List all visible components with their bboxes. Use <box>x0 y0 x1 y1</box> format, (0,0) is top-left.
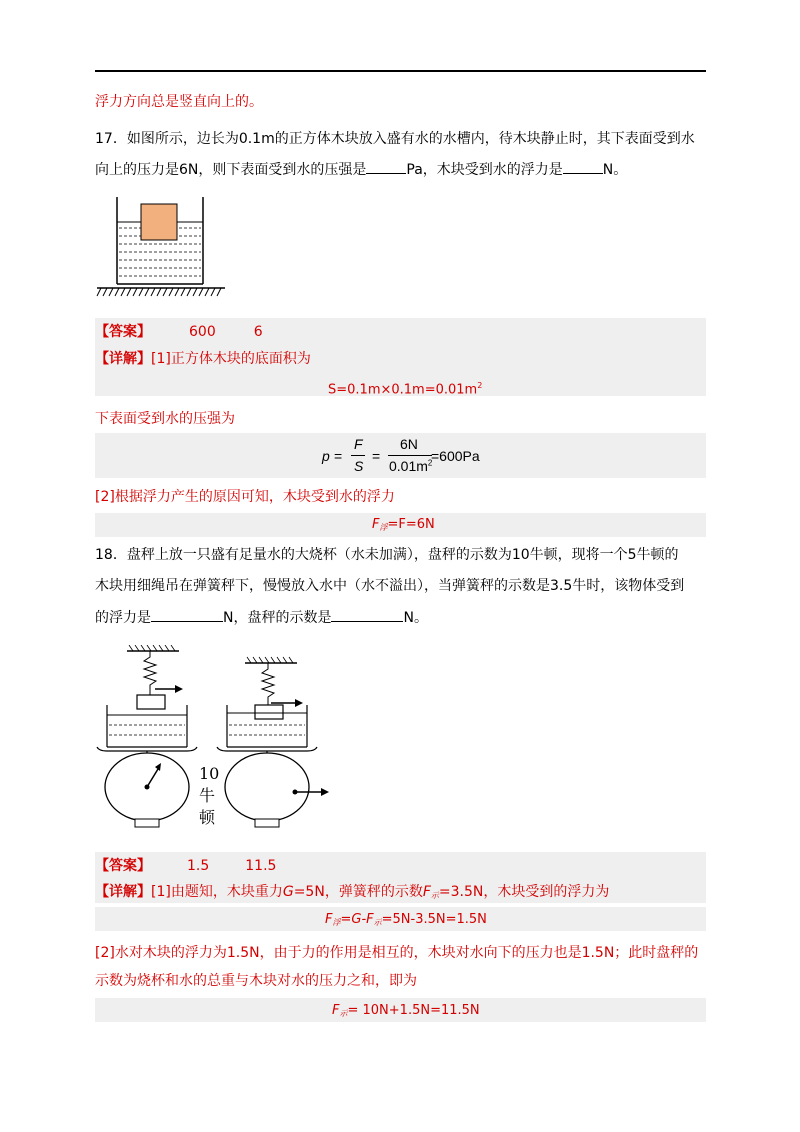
q17-tank-figure <box>95 192 235 302</box>
q18-formula1-rest: =5N-3.5N=1.5N <box>381 912 487 927</box>
q18-figure-label-1: 牛 <box>199 786 216 805</box>
q18-formula2-F: F <box>332 1003 340 1018</box>
q18-detail-2-line1: [2]水对木块的浮力为1.5N，由于力的作用是相互的，木块对水向下的压力也是1.5N；此时盘秤的 <box>95 945 699 961</box>
q17-pressure-bar1 <box>351 455 365 456</box>
q18-left-scale <box>97 645 197 827</box>
q18-detail-label: 【详解】 <box>95 884 151 900</box>
q18-answer-label: 【答案】 <box>95 858 151 874</box>
q17-pressure-num: 6N <box>400 436 418 452</box>
q18-text-line3a: 的浮力是 <box>95 610 151 626</box>
q18-detail-1b: G <box>282 884 294 900</box>
q18-detail-1f: =3.5N，木块受到的浮力为 <box>438 884 610 900</box>
q17-buoy-sub: 浮 <box>379 523 388 532</box>
q17-answer <box>95 322 263 342</box>
q18-figure-label-num: 10 <box>199 764 220 783</box>
q17-buoy-formula <box>372 515 435 538</box>
q17-pressure-eq1: = <box>334 448 343 464</box>
header-note: 浮力方向总是竖直向上的。 <box>95 94 263 110</box>
q17-pressure-bar2 <box>388 455 432 456</box>
q18-blank-1 <box>151 607 223 622</box>
q18-answer-2: 11.5 <box>245 858 277 874</box>
q17-text-line2 <box>95 159 627 180</box>
q17-pressure-den-sup: 2 <box>427 458 433 468</box>
q18-formula-1 <box>325 910 487 933</box>
q17-buoy-rest: =F=6N <box>387 517 435 532</box>
q17-pressure-intro: 下表面受到水的压强为 <box>95 411 235 427</box>
q17-text-line2b: Pa，木块受到水的浮力是 <box>406 162 563 178</box>
q17-answer-1: 600 <box>189 324 216 340</box>
q17-area-formula-sup: 2 <box>477 381 483 390</box>
q18-formula1-sub2: 示 <box>373 918 382 927</box>
q17-detail-1 <box>95 349 311 369</box>
q18-formula2-sub: 示 <box>339 1009 348 1018</box>
q18-formula1-F: F <box>325 912 333 927</box>
q17-pressure-p: p <box>322 448 330 464</box>
q18-detail-1a: [1]由题知，木块重力 <box>151 884 283 900</box>
q17-answer-label: 【答案】 <box>95 324 151 340</box>
q17-area-formula <box>328 376 482 400</box>
q17-answer-2: 6 <box>253 324 263 340</box>
q18-text-line3c: N。 <box>403 610 428 626</box>
q17-pressure-F: F <box>354 436 363 452</box>
q17-pressure-den-text: 0.01m <box>389 458 428 474</box>
q18-blank-2 <box>331 607 403 622</box>
q17-blank-1 <box>366 159 406 174</box>
q17-text-line1: 17．如图所示，边长为0.1m的正方体木块放入盛有水的水槽内，待木块静止时，其下表面受到水 <box>95 131 695 147</box>
q17-pressure-result: =600Pa <box>431 448 480 464</box>
q18-formula-2 <box>332 1001 480 1024</box>
q17-buoy-F: F <box>372 517 380 532</box>
q17-detail-2: [2]根据浮力产生的原因可知，木块受到水的浮力 <box>95 489 395 505</box>
q17-blank-2 <box>563 159 603 174</box>
q18-detail-1 <box>95 882 609 906</box>
q18-formula1-sub: 浮 <box>332 918 341 927</box>
q18-detail-1d: F <box>422 884 431 900</box>
q18-text-line2: 木块用细绳吊在弹簧秤下，慢慢放入水中（水不溢出），当弹簧秤的示数是3.5牛时，该物体受到 <box>95 578 685 594</box>
q18-text-line3 <box>95 607 428 628</box>
q17-pressure-den <box>389 458 432 474</box>
q18-scales-figure <box>95 645 335 835</box>
q18-text-line3b: N，盘秤的示数是 <box>223 610 332 626</box>
q17-detail-label: 【详解】 <box>95 351 151 367</box>
q17-text-line2a: 向上的压力是6N，则下表面受到水的压强是 <box>95 162 367 178</box>
q18-right-scale <box>217 657 329 827</box>
q18-figure-label-2: 顿 <box>199 808 216 827</box>
q18-detail-1e: 示 <box>430 891 439 900</box>
q17-pressure-eq2: = <box>372 448 381 464</box>
q17-area-formula-text: S=0.1m×0.1m=0.01m <box>328 382 478 398</box>
q18-text-line1: 18．盘秤上放一只盛有足量水的大烧杯（水未加满），盘秤的示数为10牛顿，现将一个5牛顿的 <box>95 547 679 563</box>
header-rule <box>95 70 706 72</box>
q18-detail-1c: =5N，弹簧秤的示数 <box>293 884 423 900</box>
q17-pressure-S: S <box>354 458 364 474</box>
q18-answer-1: 1.5 <box>187 858 210 874</box>
q18-answer <box>95 856 276 876</box>
q18-detail-2-line2: 示数为烧杯和水的总重与木块对水的压力之和，即为 <box>95 973 417 989</box>
q17-detail-1-text: [1]正方体木块的底面积为 <box>151 351 311 367</box>
q18-formula1-G: =G-F <box>340 912 374 927</box>
q17-text-line2c: N。 <box>602 162 628 178</box>
q18-formula2-rest: = 10N+1.5N=11.5N <box>347 1003 480 1018</box>
